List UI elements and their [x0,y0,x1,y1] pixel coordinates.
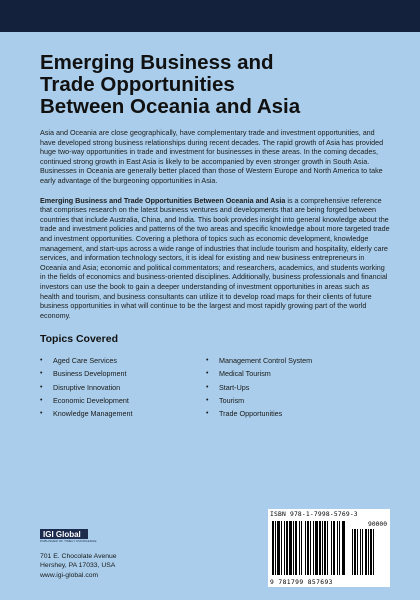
barcode-addon-bar [352,529,353,575]
barcode-digits: 9 781799 857693 [270,579,333,586]
barcode-bar [293,521,294,575]
barcode-bar [305,521,306,575]
barcode-bar [322,521,323,575]
topic-item: • Trade Opportunities [206,407,312,420]
barcode-bar [313,521,314,575]
bullet-icon: • [206,396,209,404]
barcode-bar [301,521,302,575]
barcode-bar [337,521,338,575]
igi-global-logo [40,529,97,543]
description-book-title: Emerging Business and Trade Opportunities Between Oceania and Asia [40,195,286,205]
bullet-icon: • [206,370,209,378]
price-code: 90000 [368,521,387,528]
isbn-number: ISBN 978-1-7998-5769-3 [270,511,358,518]
barcode-bar [277,521,280,575]
book-title [40,52,390,118]
barcode-bar [333,521,335,575]
barcode-bar [286,521,288,575]
barcode-bar [327,521,328,575]
topic-item: • Knowledge Management [40,407,133,420]
barcode-bar [307,521,309,575]
barcode-bar [315,521,318,575]
barcode-bar [331,521,332,575]
topics-right-column [206,354,312,420]
title-line-3: Between Oceania and Asia [40,95,301,118]
address-line: 701 E. Chocolate Avenue [40,553,117,560]
topic-item: • Business Development [40,367,133,380]
barcode-addon-bar [360,529,361,575]
description-text: is a comprehensive reference that comprises research on the latest business ventures and developments that are being forged between countries that include Australia, China, and India. This book provides insight into general knowledge about the trade and investment policies and patterns of the two areas and specific knowledge about more targeted trade and investment opportunities. Covering a plethora of topics such as economic development, knowledge management, and start-ups across a wide range of industries that include tourism and hospitality, elderly care services, and information technology sectors, it is ideal for existing and new business entrepreneurs in Oceania and Asia; economic and political commentators; and researchers, academics, and students working in the fields of economics and business-oriented disciplines. Additionally, business professionals and financial investors can use the book to gain a deeper understanding of investment opportunities in areas such as health and tourism, and business consultants can utilize it to develop road maps for their clients of future business opportunities in what will continue to be the largest and most rapidly growing part of the world economy. [40,195,390,320]
bullet-icon: • [40,396,43,404]
barcode-bar [319,521,321,575]
topic-item: • Disruptive Innovation [40,381,133,394]
barcode-bar [275,521,276,575]
description-paragraph [40,196,390,321]
publisher-website: www.igi-global.com [40,571,99,579]
intro-paragraph: Asia and Oceania are close geographically, have complementary trade and investment opportunities, and have developed strong business relationships during recent decades. The rapid growth of Asia has provided huge two-way opportunities in trade and investment for businesses in these areas. In the coming decades, continued strong growth in East Asia is likely to be accompanied by even stronger growth in South Asia. Businesses in Oceania are generally better placed than those of Western Europe and North America to take early advantage of the burgeoning opportunities in Asia. [40,128,384,185]
bullet-icon: • [40,370,43,378]
barcode-addon-bar [370,529,372,575]
barcode-bar [281,521,282,575]
bullet-icon: • [206,357,209,365]
barcode-bars [272,521,386,577]
topics-left-column [40,354,133,420]
bullet-icon: • [206,383,209,391]
barcode-addon-bar [354,529,356,575]
topic-item: • Start-Ups [206,381,312,394]
topic-item: • Management Control System [206,354,312,367]
title-line-2: Trade Opportunities [40,73,235,96]
barcode-bar [272,521,274,575]
barcode-bar [310,521,311,575]
barcode-bar [299,521,300,575]
title-line-1: Emerging Business and [40,51,274,74]
isbn-barcode [268,509,390,587]
topic-item: • Tourism [206,394,312,407]
barcode-bar [339,521,340,575]
topic-item: • Aged Care Services [40,354,133,367]
bullet-icon: • [40,383,43,391]
address-line: Hershey, PA 17033, USA [40,562,116,570]
barcode-addon-bar [373,529,374,575]
barcode-bar [342,521,345,575]
topic-item: • Medical Tourism [206,367,312,380]
topics-list [40,354,390,434]
logo-text: IGI Global [43,529,81,539]
barcode-addon-bar [357,529,358,575]
bullet-icon: • [40,357,43,365]
barcode-bar [284,521,285,575]
topics-heading: Topics Covered [40,333,118,346]
barcode-addon-bar [362,529,363,575]
barcode-bar [324,521,326,575]
logo-tagline: PUBLISHER OF TIMELY KNOWLEDGE [40,539,97,543]
top-color-band [0,0,420,32]
back-cover-content [40,52,390,434]
barcode-addon-bar [365,529,367,575]
topic-item: • Economic Development [40,394,133,407]
barcode-bar [295,521,297,575]
barcode-bar [289,521,292,575]
publisher-address [40,552,117,580]
bullet-icon: • [206,410,209,418]
barcode-addon-bar [368,529,369,575]
bullet-icon: • [40,410,43,418]
